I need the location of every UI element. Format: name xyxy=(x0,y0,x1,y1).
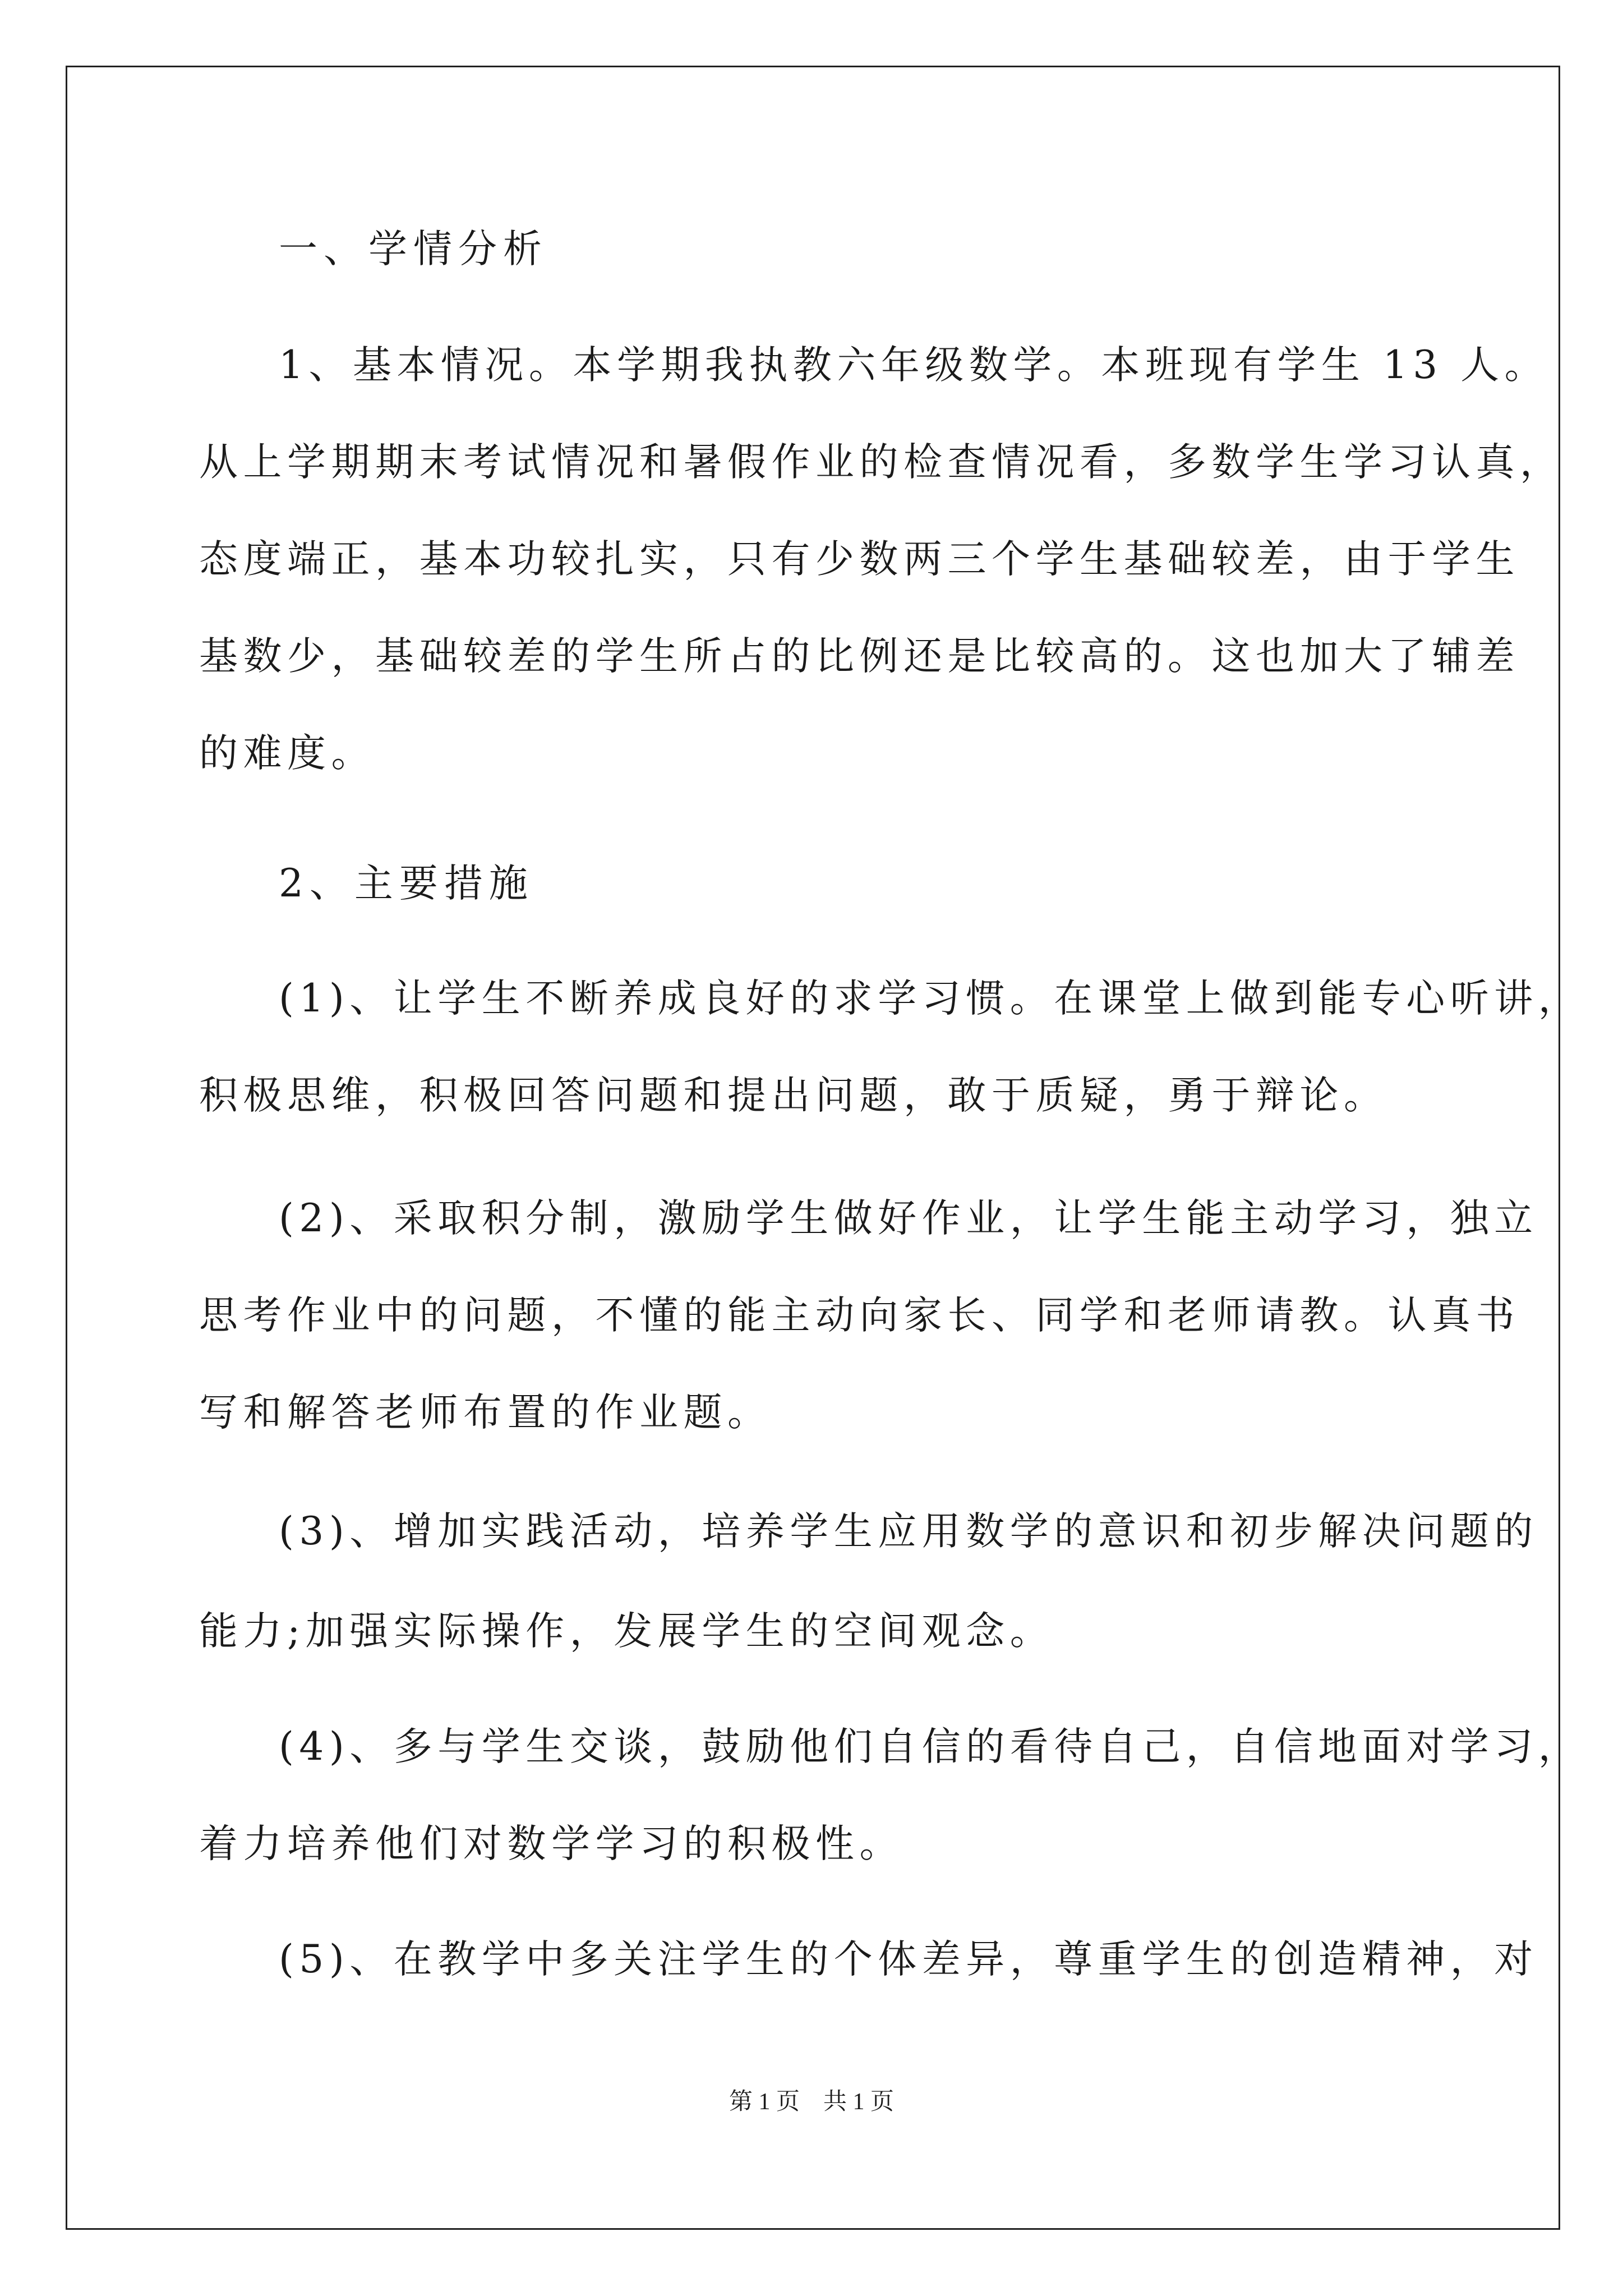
paragraph-line: 能力;加强实际操作，发展学生的空间观念。 xyxy=(199,1609,1054,1654)
section-heading: 一、学情分析 xyxy=(279,227,548,272)
paragraph-line: (3)、增加实践活动，培养学生应用数学的意识和初步解决问题的 xyxy=(279,1509,1538,1554)
paragraph-line: 写和解答老师布置的作业题。 xyxy=(199,1390,772,1435)
paragraph-line: 的难度。 xyxy=(199,731,375,776)
paragraph-line: 从上学期期末考试情况和暑假作业的检查情况看，多数学生学习认真， xyxy=(199,440,1564,485)
paragraph-line: 着力培养他们对数学学习的积极性。 xyxy=(199,1821,903,1866)
page-number: 第 1 页 共 1 页 xyxy=(728,2089,894,2115)
paragraph-line: (5)、在教学中多关注学生的个体差异，尊重学生的创造精神，对 xyxy=(279,1937,1538,1982)
paragraph-line: (4)、多与学生交谈，鼓励他们自信的看待自己，自信地面对学习， xyxy=(279,1724,1583,1769)
paragraph-line: 1、基本情况。本学期我执教六年级数学。本班现有学生 13 人。 xyxy=(279,343,1549,388)
paragraph-line: 积极思维，积极回答问题和提出问题，敢于质疑，勇于辩论。 xyxy=(199,1073,1388,1118)
paragraph-line: 思考作业中的问题，不懂的能主动向家长、同学和老师请教。认真书 xyxy=(199,1293,1520,1338)
section-heading: 2、主要措施 xyxy=(279,861,534,906)
paragraph-line: (1)、让学生不断养成良好的求学习惯。在课堂上做到能专心听讲， xyxy=(279,976,1583,1021)
paragraph-line: (2)、采取积分制，激励学生做好作业，让学生能主动学习，独立 xyxy=(279,1196,1538,1241)
paragraph-line: 态度端正，基本功较扎实，只有少数两三个学生基础较差，由于学生 xyxy=(199,537,1520,582)
page-border xyxy=(66,66,1560,2230)
paragraph-line: 基数少，基础较差的学生所占的比例还是比较高的。这也加大了辅差 xyxy=(199,634,1520,679)
